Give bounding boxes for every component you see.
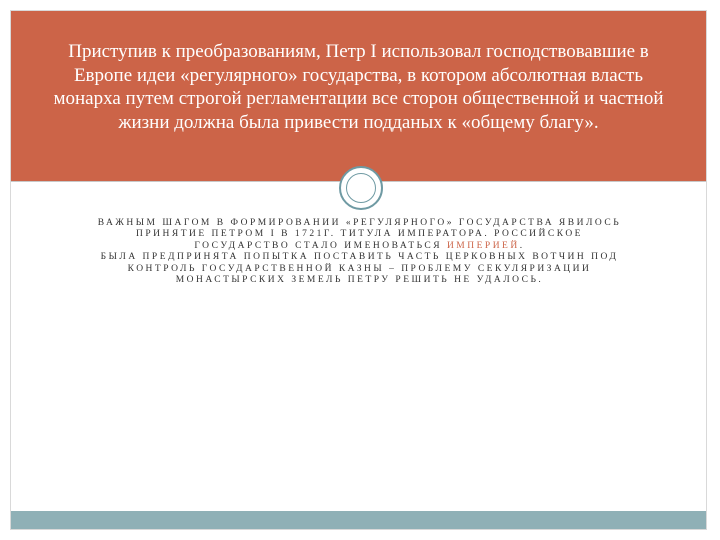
footer-bar <box>11 511 706 529</box>
header-text: Приступив к преобразованиям, Петр I использовал господствовавшие в Европе идеи «регулярного» государства, в котором абсолютная власть монарха путем строгой регламентации все сторон общественной и частной жизни должна была привести подданых к «общему благу». <box>53 41 664 133</box>
inner-ring-icon <box>346 173 376 203</box>
paragraph-1-text: ВАЖНЫМ ШАГОМ В ФОРМИРОВАНИИ «РЕГУЛЯРНОГО» ГОСУДАРСТВА ЯВИЛОСЬ ПРИНЯТИЕ ПЕТРОМ I В 1721Г. ТИТУЛА ИМПЕРАТОРА. РОССИЙСКОЕ ГОСУДАРСТВО СТАЛО ИМЕНОВАТЬСЯ <box>97 218 622 251</box>
header-banner <box>11 11 706 181</box>
paragraph-1-end: . <box>519 240 525 251</box>
paragraph-1 <box>97 218 622 252</box>
paragraph-2: БЫЛА ПРЕДПРИНЯТА ПОПЫТКА ПОСТАВИТЬ ЧАСТЬ ЦЕРКОВНЫХ ВОТЧИН ПОД КОНТРОЛЬ ГОСУДАРСТВЕННОЙ КАЗНЫ – ПРОБЛЕМУ СЕКУЛЯРИЗАЦИИ МОНАСТЫРСКИХ ЗЕМЕЛЬ ПЕТРУ РЕШИТЬ НЕ УДАЛОСЬ. <box>100 252 619 286</box>
highlight-word: ИМПЕРИЕЙ <box>446 240 520 251</box>
slide <box>10 10 707 530</box>
circle-ornament-icon <box>339 166 383 210</box>
body-text <box>97 218 622 286</box>
